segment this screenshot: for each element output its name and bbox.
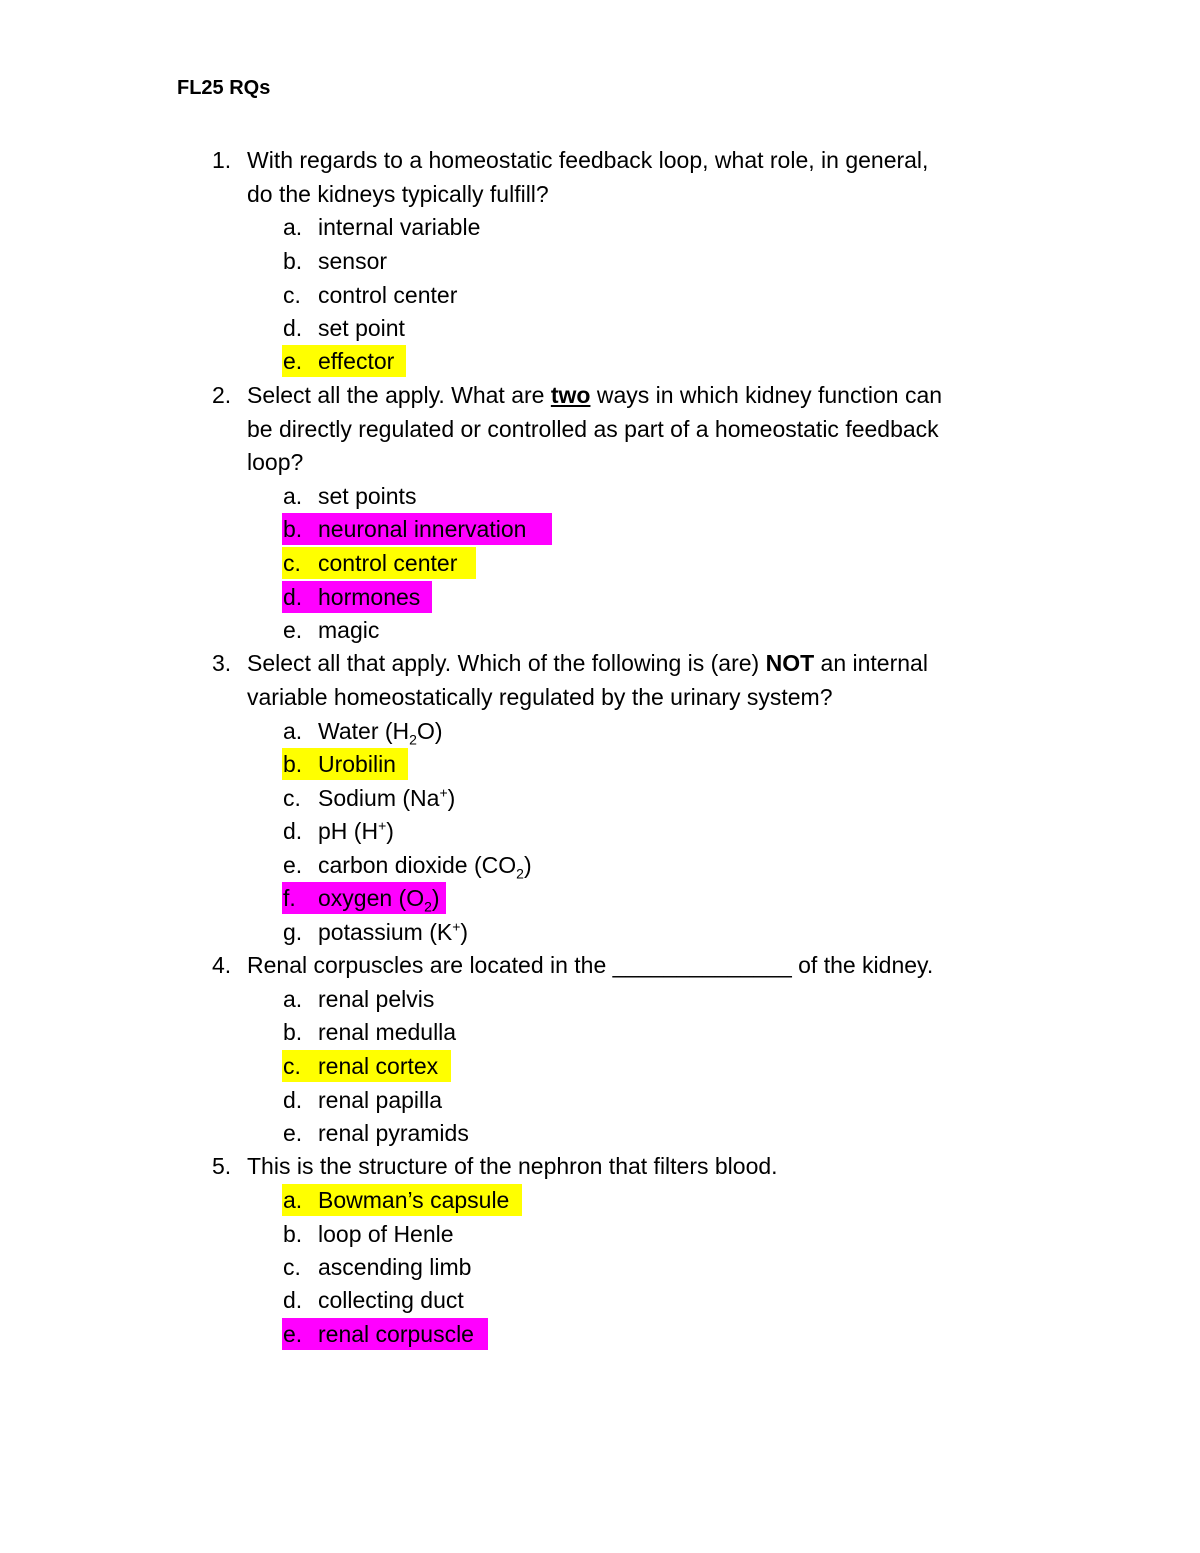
option-text: effector — [318, 348, 395, 374]
question-number: 4. — [212, 952, 232, 978]
option-label: a. — [283, 1187, 303, 1213]
option-text: Bowman’s capsule — [318, 1187, 510, 1213]
option-label: a. — [283, 718, 303, 744]
option-text: magic — [318, 617, 380, 643]
question-number: 2. — [212, 382, 232, 408]
page-title: FL25 RQs — [177, 77, 271, 99]
option-label: b. — [283, 1019, 303, 1045]
text-segment: ways in which kidney function can — [590, 382, 943, 408]
option-label: g. — [283, 919, 303, 945]
option-text: pH (H+) — [318, 817, 394, 844]
option-text: internal variable — [318, 214, 481, 240]
option-label: a. — [283, 483, 303, 509]
option-text: hormones — [318, 584, 421, 610]
option-text: renal pyramids — [318, 1120, 469, 1146]
option-text: control center — [318, 282, 458, 308]
option-text: potassium (K+) — [318, 918, 469, 945]
question-number: 3. — [212, 650, 232, 676]
option-text: Water $(H_2O)$ — [318, 718, 443, 748]
option-label: b. — [283, 248, 303, 274]
option-label: d. — [283, 818, 303, 844]
option-text: set points — [318, 483, 417, 509]
question-text: variable homeostatically regulated by the urinary system? — [247, 684, 833, 710]
question-text: do the kidneys typically fulfill? — [247, 181, 549, 207]
emphasis-text: NOT — [765, 650, 815, 676]
option-label: e. — [283, 1321, 303, 1347]
text-segment: an internal — [814, 650, 928, 676]
option-text: control center — [318, 550, 458, 576]
option-label: e. — [283, 1120, 303, 1146]
option-text: oxygen $(O_2)$ — [318, 885, 440, 915]
option-text: renal papilla — [318, 1087, 443, 1113]
question-text: loop? — [247, 449, 304, 475]
option-label: e. — [283, 348, 303, 374]
option-label: a. — [283, 214, 303, 240]
option-text: carbon dioxide $(CO_2)$ — [318, 852, 532, 882]
text-segment: Select all the apply. What are — [247, 382, 551, 408]
question-text — [247, 380, 942, 410]
option-label: b. — [283, 751, 303, 777]
option-label: e. — [283, 617, 303, 643]
option-text: loop of Henle — [318, 1221, 454, 1247]
option-text: collecting duct — [318, 1287, 464, 1313]
option-label: c. — [283, 550, 301, 576]
option-label: c. — [283, 785, 301, 811]
question-text: With regards to a homeostatic feedback loop, what role, in general, — [247, 147, 929, 173]
option-text: renal pelvis — [318, 986, 435, 1012]
option-label: c. — [283, 282, 301, 308]
option-label: d. — [283, 1287, 303, 1313]
option-text: Sodium (Na+) — [318, 784, 456, 811]
option-label: d. — [283, 315, 303, 341]
option-label: c. — [283, 1053, 301, 1079]
option-text: renal cortex — [318, 1053, 439, 1079]
question-text: Renal corpuscles are located in the ______________ of the kidney. — [247, 952, 934, 978]
option-label: b. — [283, 1221, 303, 1247]
option-text: ascending limb — [318, 1254, 472, 1280]
option-text: renal medulla — [318, 1019, 457, 1045]
question-text: be directly regulated or controlled as part of a homeostatic feedback — [247, 416, 939, 442]
option-text: renal corpuscle — [318, 1321, 474, 1347]
question-text — [247, 648, 928, 678]
option-text: sensor — [318, 248, 388, 274]
option-label: e. — [283, 852, 303, 878]
option-text: Urobilin — [318, 751, 396, 777]
question-number: 1. — [212, 147, 232, 173]
option-label: f. — [283, 885, 296, 911]
option-label: d. — [283, 584, 303, 610]
option-text: neuronal innervation — [318, 516, 527, 542]
option-text: set point — [318, 315, 405, 341]
question-number: 5. — [212, 1153, 232, 1179]
option-label: b. — [283, 516, 303, 542]
question-text: This is the structure of the nephron that filters blood. — [247, 1153, 778, 1179]
option-label: c. — [283, 1254, 301, 1280]
text-segment: Select all that apply. Which of the following is (are) — [247, 650, 766, 676]
emphasis-text: two — [550, 382, 591, 408]
option-label: d. — [283, 1087, 303, 1113]
option-label: a. — [283, 986, 303, 1012]
